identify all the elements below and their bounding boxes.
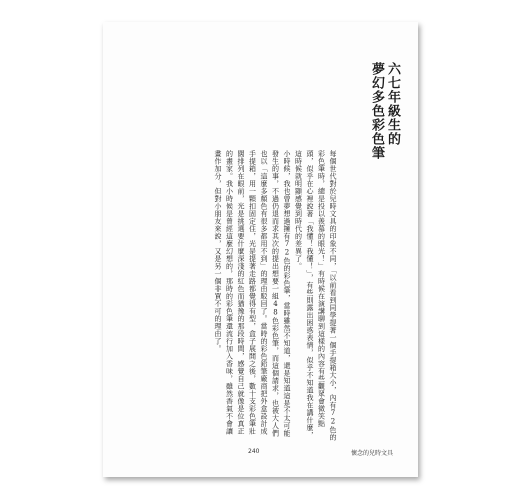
body-text: 每個世代對於兒時文具的印象不同，「以前看到同學提著一個手提箱大小，內有72色的彩色筆時，總是投以羨慕的眼光！」有時候在演講聊到這樣的內容有些觀眾會微笑點頭，似乎在心裡說著「我懂！我懂！」，有些則露出困惑表情，似乎不知道我在講什麼，這時候就明顯感覺到時代的差異了。 小時候，我也曾夢想過擁有72色的彩色筆，當時雖然不知道，還是知道這是不太可能發生的事，不過仍退而求其次的提出想要一組48色彩色筆，而這個請求，也被大人們也以「這麼多顏色有很多都用不到」的理由駁回了。當時的彩色鉛筆廠商把外盒設計成手提箱，用一顆扣固定住，光是提著走路都覺得有型，盒子展開之後，數十支彩色筆壯闊排列在眼前，光是挑選要什麼深淺的紅色而猶豫的那段時間，感覺自己就像是位真正的畫家。我小時候是曾經這麼幻想的，那時的彩色筆還流行加入香味，雖然香氣不會讓畫作加分，但對小朋友來說，又是另一個非買不可的理由了。: [214, 150, 337, 441]
chapter-title: 六七年級生的 夢幻多色彩色筆: [369, 62, 400, 160]
page-number: 240: [248, 448, 260, 455]
running-footer: 懷念的兒時文具: [351, 450, 394, 457]
book-page: [103, 22, 418, 477]
